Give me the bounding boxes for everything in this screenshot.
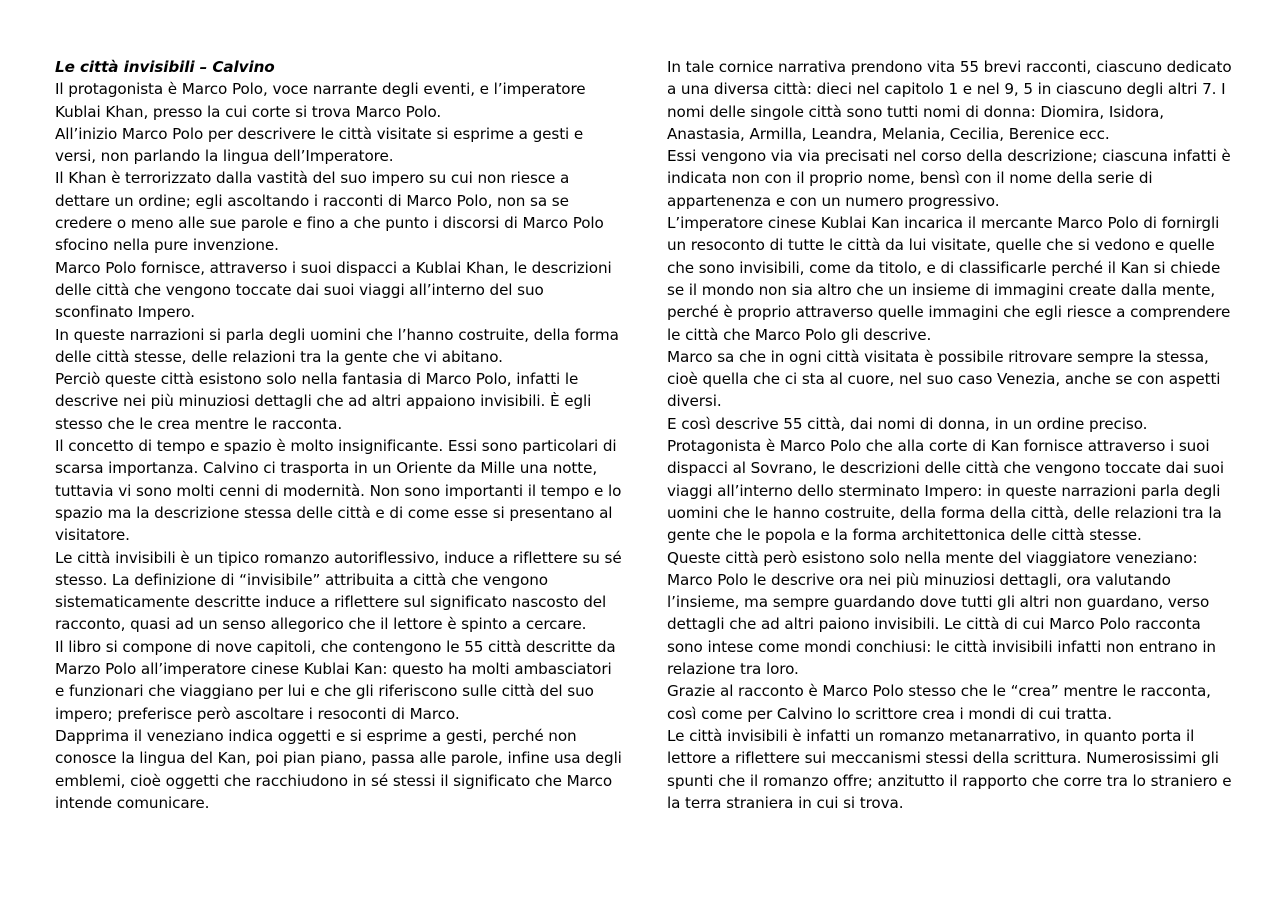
document-title: Le città invisibili – Calvino: [55, 58, 275, 76]
paragraph: Dapprima il veneziano indica oggetti e si esprime a gesti, perché non conosce la lingua del Kan, poi pian piano, passa alle parole, infine usa degli emblemi, cioè oggetti che racchiudono in sé stessi il significato che Marco intende comunicare.: [55, 726, 622, 812]
paragraph: Il protagonista è Marco Polo, voce narrante degli eventi, e l’imperatore Kublai Khan, presso la cui corte si trova Marco Polo.: [55, 80, 586, 121]
paragraph: In tale cornice narrativa prendono vita 55 brevi racconti, ciascuno dedicato a una diversa città: dieci nel capitolo 1 e nel 9, 5 in ciascuno degli altri 7. I nomi delle singole città sono tutti nomi di donna: Diomira, Isidora, Anastasia, Armilla, Leandra, Melania, Cecilia, Berenice ecc.: [667, 58, 1232, 143]
paragraph: Il Khan è terrorizzato dalla vastità del suo impero su cui non riesce a dettare un ordine; egli ascoltando i racconti di Marco Polo, non sa se credere o meno alle sue parole e fino a che punto i discorsi di Marco Polo sfocino nella pure invenzione.: [55, 169, 604, 255]
paragraph: L’imperatore cinese Kublai Kan incarica il mercante Marco Polo di fornirgli un resoconto di tutte le città da lui visitate, quelle che si vedono e quelle che sono invisibili, come da titolo, e di classificarle perché il Kan si chiede se il mondo non sia altro che un insieme di immagini create dalla mente, perché è proprio attraverso quelle immagini che egli riesce a comprendere le città che Marco Polo gli descrive.: [667, 214, 1231, 344]
paragraph: E così descrive 55 città, dai nomi di donna, in un ordine preciso.: [667, 414, 1148, 433]
paragraph: Marco Polo fornisce, attraverso i suoi dispacci a Kublai Khan, le descrizioni delle città che vengono toccate dai suoi viaggi all’interno del suo sconfinato Impero.: [55, 258, 612, 322]
paragraph: Perciò queste città esistono solo nella fantasia di Marco Polo, infatti le descrive nei più minuziosi dettagli che ad altri appaiono invisibili. È egli stesso che le crea mentre le racconta.: [55, 370, 592, 433]
paragraph: Queste città però esistono solo nella mente del viaggiatore veneziano: Marco Polo le descrive ora nei più minuziosi dettagli, ora valutando l’insieme, ma sempre guardando dove tutti gli altri non guardano, verso dettagli che ad altri paiono invisibili. Le città di cui Marco Polo racconta sono intese come mondi conchiusi: le città invisibili infatti non entrano in relazione tra loro.: [667, 548, 1216, 679]
paragraph: Grazie al racconto è Marco Polo stesso che le “crea” mentre le racconta, così come per Calvino lo scrittore crea i mondi di cui tratta.: [667, 682, 1211, 723]
paragraph: Le città invisibili è infatti un romanzo metanarrativo, in quanto porta il lettore a riflettere sui meccanismi stessi della scrittura. Numerosissimi gli spunti che il romanzo offre; anzitutto il rapporto che corre tra lo straniero e la terra straniera in cui si trova.: [667, 726, 1232, 812]
paragraph: Protagonista è Marco Polo che alla corte di Kan fornisce attraverso i suoi dispacci al Sovrano, le descrizioni delle città che vengono toccate dai suoi viaggi all’interno dello sterminato Impero: in queste narrazioni parla degli uomini che le hanno costruite, della forma della città, delle relazioni tra la gente che le popola e la forma architettonica delle città stesse.: [667, 437, 1224, 545]
paragraph: Marco sa che in ogni città visitata è possibile ritrovare sempre la stessa, cioè quella che ci sta al cuore, nel suo caso Venezia, anche se con aspetti diversi.: [667, 347, 1221, 411]
paragraph: Il concetto di tempo e spazio è molto insignificante. Essi sono particolari di scarsa importanza. Calvino ci trasporta in un Oriente da Mille una notte, tuttavia vi sono molti cenni di modernità. Non sono importanti il tempo e lo spazio ma la descrizione stessa delle città e di come esse si presentano al visitatore.: [55, 437, 622, 545]
paragraph: In queste narrazioni si parla degli uomini che l’hanno costruite, della forma delle città stesse, delle relazioni tra la gente che vi abitano.: [55, 325, 619, 366]
paragraph: Essi vengono via via precisati nel corso della descrizione; ciascuna infatti è indicata non con il proprio nome, bensì con il nome della serie di appartenenza e con un numero progressivo.: [667, 147, 1231, 210]
left-column: [55, 56, 623, 814]
paragraph: Il libro si compone di nove capitoli, che contengono le 55 città descritte da Marzo Polo all’imperatore cinese Kublai Kan: questo ha molti ambasciatori e funzionari che viaggiano per lui e che gli riferiscono sulle città del suo impero; preferisce però ascoltare i resoconti di Marco.: [55, 637, 616, 723]
paragraph: Le città invisibili è un tipico romanzo autoriflessivo, induce a riflettere su sé stesso. La definizione di “invisibile” attribuita a città che vengono sistematicamente descritte induce a riflettere sul significato nascosto del racconto, quasi ad un senso allegorico che il lettore è spinto a cercare.: [55, 548, 622, 634]
paragraph: All’inizio Marco Polo per descrivere le città visitate si esprime a gesti e versi, non parlando la lingua dell’Imperatore.: [55, 124, 584, 166]
right-column: [667, 56, 1235, 814]
